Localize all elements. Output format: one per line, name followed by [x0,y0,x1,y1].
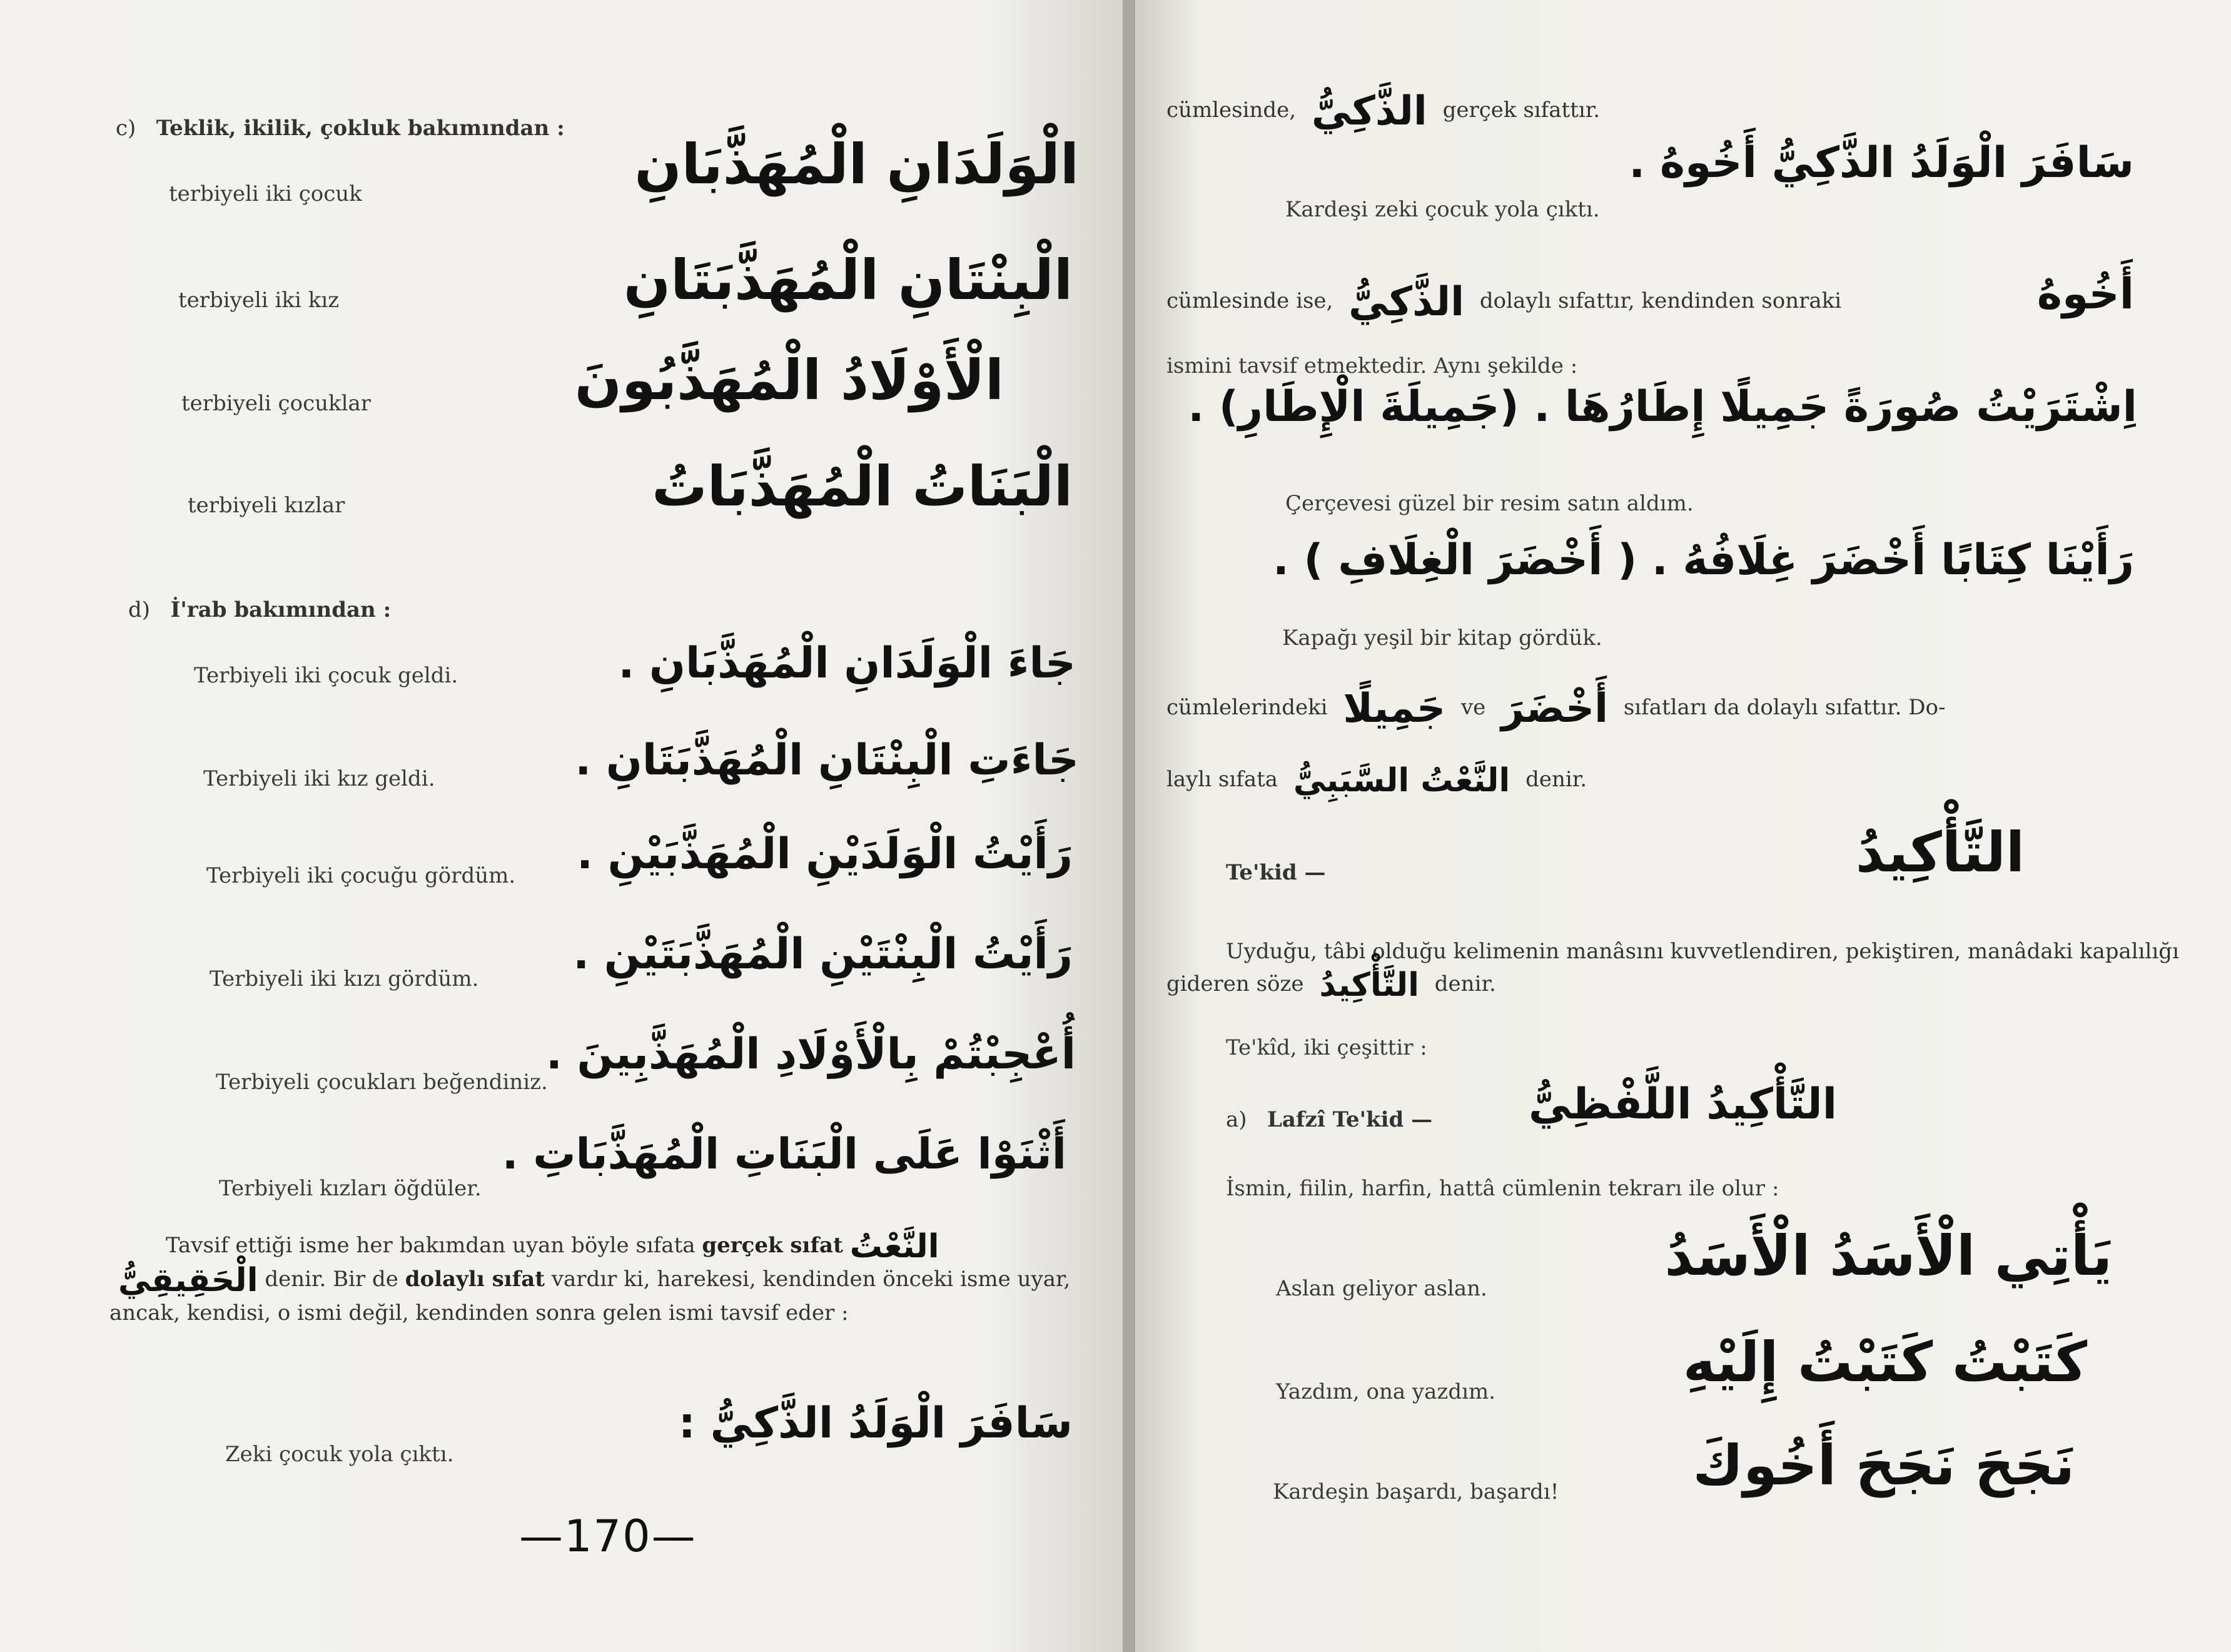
section-title: Teklik, ikilik, çokluk bakımından : [156,116,565,141]
paragraph-tekid [1166,935,2198,1004]
text: cümlelerindeki [1166,695,1328,720]
example-translation: Zeki çocuk yola çıktı. [225,1442,454,1467]
text: cümlesinde, [1166,98,1297,123]
text: sıfatları da dolaylı sıfattır. Do- [1623,695,1946,720]
arabic-row-6: جَاءَتِ الْبِنْتَانِ الْمُهَذَّبَتَانِ . [575,736,1079,785]
tekid-label: Te'kid — [1226,860,1326,885]
section-marker: c) [116,116,136,141]
book-gutter [1123,0,1135,1652]
example-arabic-1: يَأْتِي الْأَسَدُ الْأَسَدُ [1664,1224,2112,1288]
text-line: Te'kîd, iki çeşittir : [1226,1035,1427,1060]
translation-row-9: Terbiyeli çocukları beğendiniz. [216,1070,548,1095]
tekid-heading [1226,860,1326,885]
translation-sentence-3: Kapağı yeşil bir kitap gördük. [1282,626,1602,651]
example-arabic: سَافَرَ الْوَلَدُ الذَّكِيُّ : [678,1399,1073,1448]
translation-row-10: Terbiyeli kızları öğdüler. [219,1176,482,1201]
section-d-heading [128,597,391,622]
arabic-row-5: جَاءَ الْوَلَدَانِ الْمُهَذَّبَانِ . [618,639,1076,688]
text: cümlesinde ise, [1166,288,1333,313]
paragraph-gercek-sifat [109,1229,1073,1329]
arabic-inline-term: التَّأْكِيدُ [1319,966,1419,1004]
arabic-inline-term: الذَّكِيُّ [1311,88,1427,134]
text: dolaylı sıfattır, kendinden sonraki [1479,288,1842,313]
arabic-row-8: رَأَيْتُ الْبِنْتَيْنِ الْمُهَذَّبَتَيْنِ . [573,930,1073,979]
example-arabic-2: كَتَبْتُ كَتَبْتُ إِلَيْهِ [1682,1330,2087,1394]
arabic-tekid: التَّأْكِيدُ [1855,820,2025,884]
translation-row-8: Terbiyeli iki kızı gördüm. [210,966,479,991]
paragraph-text: Tavsif ettiği isme her bakımdan uyan böyle sıfata [166,1233,696,1258]
text: ve [1460,695,1486,720]
arabic-row-7: رَأَيْتُ الْوَلَدَيْنِ الْمُهَذَّبَيْنِ . [577,829,1073,879]
section-marker: d) [128,597,151,622]
paragraph-text: vardır ki, harekesi, kendinden önceki isme uyar, ancak, kendisi, o ismi değil, kendinden sonra gelen ismi tavsif eder : [109,1267,1071,1325]
text: gerçek sıfattır. [1442,98,1601,123]
right-page [1135,0,2231,1652]
example-arabic-3: نَجَحَ نَجَحَ أَخُوكَ [1692,1433,2075,1497]
translation-row-7: Terbiyeli iki çocuğu gördüm. [206,863,516,888]
section-title: İ'rab bakımından : [170,597,392,622]
arabic-inline-term: الذَّكِيُّ [1348,279,1465,325]
arabic-inline-term: النَّعْتُ الْحَقِيقِيُّ [118,1228,939,1299]
lafzi-label: Lafzî Te'kid — [1267,1107,1433,1132]
bold-term: dolaylı sıfat [405,1267,545,1292]
example-translation-2: Yazdım, ona yazdım. [1276,1379,1496,1404]
line-nat-sababi [1166,763,1917,797]
line-dolayli [1166,279,1980,325]
arabic-row-2: الْبِنْتَانِ الْمُهَذَّبَتَانِ [623,248,1073,312]
translation-row-3: terbiyeli çocuklar [181,391,372,416]
paragraph-text: denir. Bir de [265,1267,398,1292]
translation-row-1: terbiyeli iki çocuk [169,181,362,206]
translation-row-5: Terbiyeli iki çocuk geldi. [194,663,458,688]
arabic-sentence-2: اِشْتَرَيْتُ صُورَةً جَمِيلًا إِطَارُهَا . (جَمِيلَةَ الْإِطَارِ) . [1188,382,2137,432]
text: denir. [1525,767,1587,792]
arabic-sentence-1: سَافَرَ الْوَلَدُ الذَّكِيُّ أَخُوهُ . [1629,138,2134,188]
example-translation-1: Aslan geliyor aslan. [1276,1276,1487,1301]
arabic-sentence-3: رَأَيْنَا كِتَابًا أَخْضَرَ غِلَافُهُ . ( أَخْضَرَ الْغِلَافِ ) . [1273,535,2134,585]
arabic-inline-term: جَمِيلًا [1343,686,1446,732]
text: Uyduğu, tâbi olduğu kelimenin manâsını kuvvetlendiren, pekiştiren, manâdaki kapalılığı gideren söze [1166,939,2179,996]
text: laylı sıfata [1166,767,1278,792]
translation-row-6: Terbiyeli iki kız geldi. [203,766,435,791]
line-gercek [1166,88,2198,134]
translation-row-2: terbiyeli iki kız [178,288,340,313]
bold-term: gerçek sıfat [702,1233,843,1258]
text: denir. [1434,971,1496,996]
lafzi-heading [1226,1107,1432,1132]
line-dolayli-sifat [1166,686,2198,732]
arabic-row-4: الْبَنَاتُ الْمُهَذَّبَاتُ [652,454,1073,519]
arabic-row-10: أَثْنَوْا عَلَى الْبَنَاتِ الْمُهَذَّبَاتِ . [502,1130,1066,1179]
example-translation-3: Kardeşin başardı, başardı! [1273,1479,1559,1504]
arabic-row-9: أُعْجِبْتُمْ بِالْأَوْلَادِ الْمُهَذَّبِينَ . [545,1030,1076,1079]
section-marker: a) [1226,1107,1247,1132]
arabic-lafzi: التَّأْكِيدُ اللَّفْظِيُّ [1529,1080,1837,1129]
translation-sentence-2: Çerçevesi güzel bir resim satın aldım. [1285,491,1694,516]
translation-row-4: terbiyeli kızlar [188,493,345,518]
arabic-inline-term: النَّعْتُ السَّبَبِيُّ [1293,762,1510,799]
section-c-heading [116,116,565,141]
text-line: ismini tavsif etmektedir. Aynı şekilde : [1166,353,1578,378]
arabic-inline-term: أَخْضَرَ [1501,686,1609,732]
page-number: —170— [519,1511,697,1562]
text-line: İsmin, fiilin, harfin, hattâ cümlenin tekrarı ile olur : [1226,1176,1779,1201]
arabic-row-1: الْوَلَدَانِ الْمُهَذَّبَانِ [634,132,1079,196]
arabic-row-3: الْأَوْلَادُ الْمُهَذَّبُونَ [574,348,1004,412]
arabic-term-akhuhu: أَخُوهُ [2036,270,2134,319]
translation-sentence-1: Kardeşi zeki çocuk yola çıktı. [1285,197,1600,222]
